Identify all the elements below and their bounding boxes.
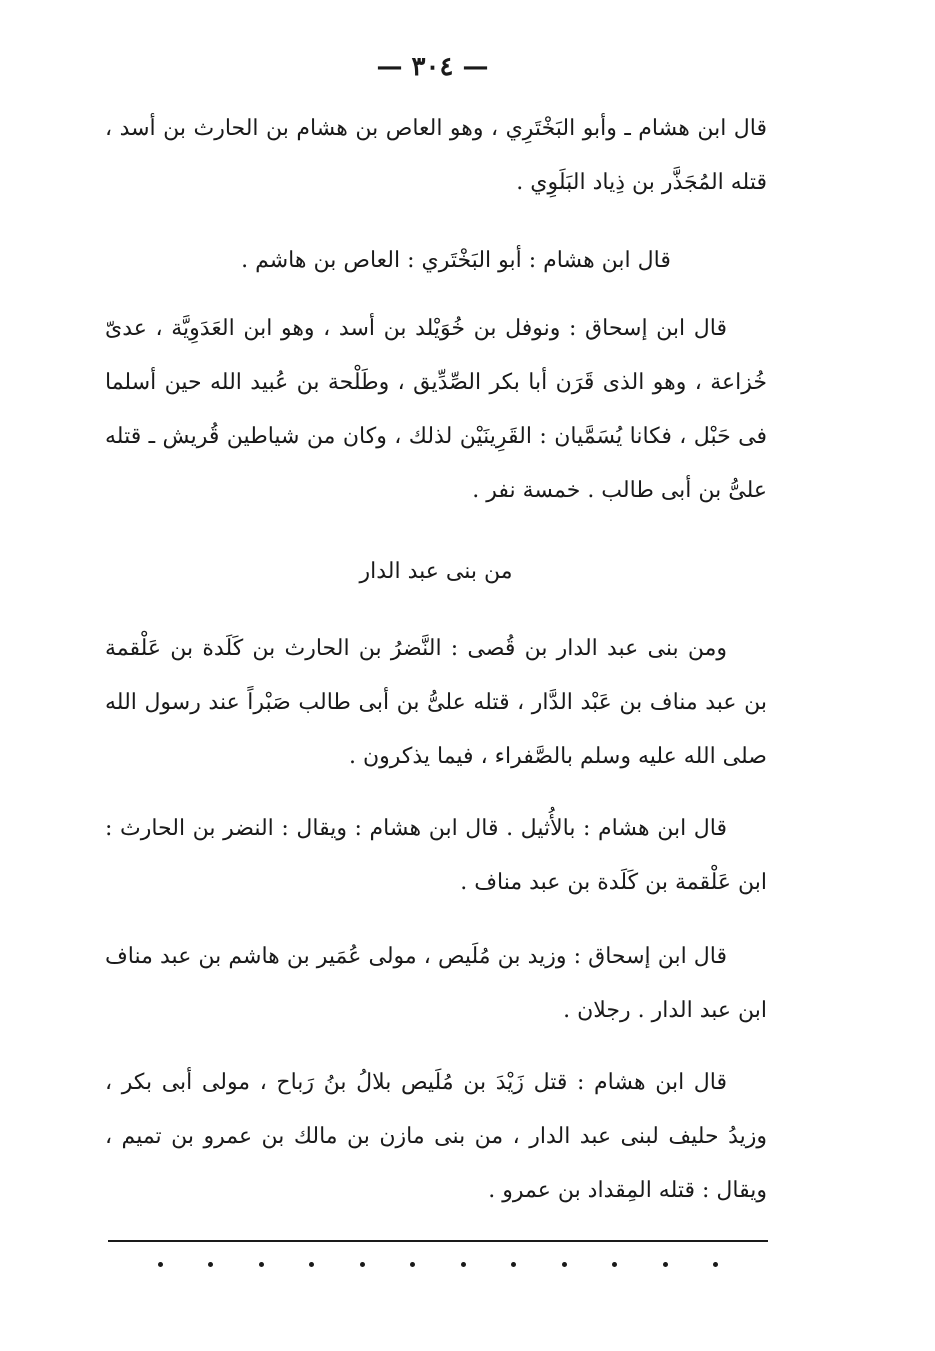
paragraph-nadr: ومن بنى عبد الدار بن قُصى : النَّضرُ بن الحارث بن كَلَدة بن عَلْقمة بن عبد مناف بن عَبْد الدَّار ، قتله علىُّ بن أبى طالب صَبْراً عند رسول الله صلى الله عليه وسلم بالصَّفراء ، فيما يذكرون . bbox=[105, 636, 767, 769]
paragraph-nawfal: قال ابن إسحاق : ونوفل بن خُوَيْلد بن أسد ، وهو ابن العَدَوِيَّة ، عدىّ خُزاعة ، وهو الذى قَرَن أبا بكر الصِّدِّيق ، وطَلْحة بن عُبيد الله حين أسلما فى حَبْل ، فكانا يُسَمَّيان : القَرِينَيْن لذلك ، وكان من شياطين قُريش ـ قتله علىُّ بن أبى طالب . خمسة نفر . bbox=[105, 316, 767, 503]
dot-ornament bbox=[663, 1262, 668, 1267]
dot-ornament bbox=[259, 1262, 264, 1267]
paragraph-bilal: قال ابن هشام : قتل زَيْدَ بن مُلَيص بلالُ بنُ رَباح ، مولى أبى بكر ، وزيدُ حليف لبنى عبد الدار ، من بنى مازن بن مالك بن عمرو بن تميم ، ويقال : قتله المِقداد بن عمرو . bbox=[105, 1070, 767, 1203]
footer-rule bbox=[108, 1240, 768, 1242]
page-number: — ٣٠٤ — bbox=[376, 52, 489, 82]
dot-ornament bbox=[713, 1262, 718, 1267]
dot-ornament bbox=[410, 1262, 415, 1267]
paragraph-uthayl: قال ابن هشام : بالأُثيل . قال ابن هشام : ويقال : النضر بن الحارث : ابن عَلْقمة بن كَلَدة بن عبد مناف . bbox=[105, 816, 767, 895]
paragraph-abu-bakhtari: قال ابن هشام ـ وأبو البَخْتَرِي ، وهو العاص بن هشام بن الحارث بن أسد ، قتله المُجَذَّر بن ذِياد البَلَوِي . bbox=[105, 116, 767, 195]
paragraph-zayd: قال ابن إسحاق : وزيد بن مُلَيص ، مولى عُمَير بن هاشم بن عبد مناف ابن عبد الدار . رجلان . bbox=[105, 944, 767, 1023]
dot-ornament bbox=[461, 1262, 466, 1267]
dot-ornament bbox=[309, 1262, 314, 1267]
section-heading: من بنى عبد الدار bbox=[359, 559, 513, 584]
dot-ornament bbox=[360, 1262, 365, 1267]
dot-ornament bbox=[612, 1262, 617, 1267]
dot-ornament bbox=[511, 1262, 516, 1267]
paragraph-ibn-hisham-note: قال ابن هشام : أبو البَخْتَري : العاص بن هاشم . bbox=[241, 248, 671, 273]
footer-dots bbox=[108, 1262, 768, 1276]
dot-ornament bbox=[562, 1262, 567, 1267]
dot-ornament bbox=[208, 1262, 213, 1267]
dot-ornament bbox=[158, 1262, 163, 1267]
